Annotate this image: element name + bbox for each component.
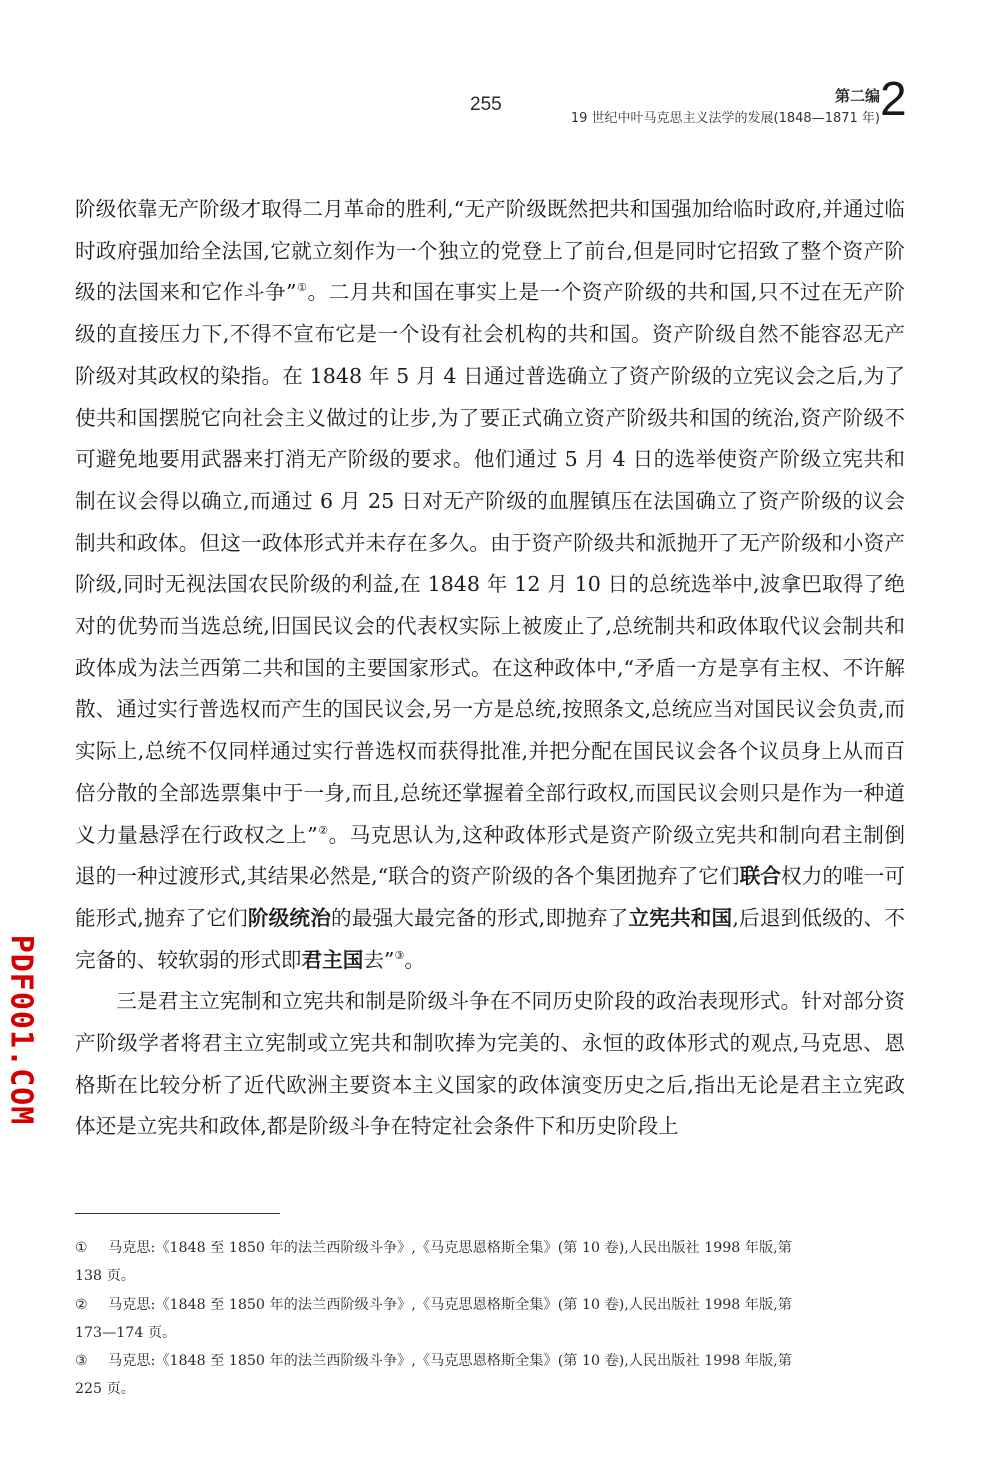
text-run: 。马克思认为,这种政体形式是资产阶级立宪共和制向君主制倒退的一种过渡形式,其结果必然是,“联合的资产阶级的各个集团抛弃了它们 — [75, 822, 905, 889]
text-run: 阶级依靠无产阶级才取得二月革命的胜利,“无产阶级既然把共和国强加给临时政府,并通过临时政府强加给全法国,它就立刻作为一个独立的党登上了前台,但是同时它招致了整个资产阶级的法国来和它作斗争” — [75, 197, 905, 305]
footnote-2 — [75, 1291, 905, 1348]
bold-term: 君主国 — [301, 947, 364, 972]
footnote-text: 马克思:《1848 至 1850 年的法兰西阶级斗争》,《马克思恩格斯全集》(第 10 卷),人民出版社 1998 年版,第 — [108, 1296, 792, 1313]
part-number: 2 — [880, 73, 907, 126]
bold-term: 阶级统治 — [247, 905, 331, 930]
footnote-ref-3[interactable]: ③ — [394, 948, 405, 962]
text-run: 去” — [363, 947, 395, 972]
page-number: 255 — [470, 94, 502, 115]
bold-term: 联合 — [739, 864, 782, 889]
footnote-1 — [75, 1234, 905, 1291]
bold-term: 立宪共和国 — [628, 905, 733, 930]
footnote-ref-1[interactable]: ① — [296, 281, 308, 295]
site-watermark — [3, 925, 39, 1135]
footnote-marker: ③ — [75, 1353, 88, 1370]
watermark-text: PDF001.COM — [3, 934, 39, 1126]
text-run: 权力的唯一可能形式,抛弃了它们 — [75, 864, 906, 930]
text-run: 的最强大最完备的形式,即抛弃了 — [330, 905, 629, 930]
part-subtitle: 19 世纪中叶马克思主义法学的发展(1848—1871 年) — [570, 111, 880, 126]
text-run: 。 — [404, 947, 425, 972]
footnote-text: 225 页。 — [75, 1381, 135, 1398]
footnote-marker: ② — [75, 1296, 88, 1313]
footnote-marker: ① — [75, 1240, 88, 1256]
footnote-text: 138 页。 — [75, 1268, 135, 1285]
footnote-ref-2[interactable]: ② — [317, 823, 329, 837]
part-title: 第二编 — [834, 87, 880, 105]
text-run: 。二月共和国在事实上是一个资产阶级的共和国,只不过在无产阶级的直接压力下,不得不宣布它是一个设有社会机构的共和国。资产阶级自然不能容忍无产阶级对其政权的染指。在 1848 年 5 月 4 日通过普选确立了资产阶级的立宪议会之后,为了使共和国摆脱它向社会主义做过的让步,为了要正式确立资产阶级共和国的统治,资产阶级不可避免地要用武器来打消无产阶级的要求。他们通过 5 月 4 日的选举使资产阶级立宪共和制在议会得以确立,而通过 6 月 25 日对无产阶级的血腥镇压在法国确立了资产阶级的议会制共和政体。但这一政体形式并未存在多久。由于资产阶级共和派抛开了无产阶级和小资产阶级,同时无视法国农民阶级的利益,在 1848 年 12 月 10 日的总统选举中,波拿巴取得了绝对的优势而当选总统,旧国民议会的代表权实际上被废止了,总统制共和政体取代议会制共和政体成为法兰西第二共和国的主要国家形式。在这种政体中,“矛盾一方是享有主权、不许解散、通过实行普选权而产生的国民议会,另一方是总统,按照条文,总统应当对国民议会负责,而实际上,总统不仅同样通过实行普选权而获得批准,并把分配在国民议会各个议员身上从而百倍分散的全部选票集中于一身,而且,总统还掌握着全部行政权,而国民议会则只是作为一种道义力量悬浮在行政权之上” — [75, 280, 905, 847]
footnote-text: 173—174 页。 — [75, 1324, 177, 1341]
footnote-divider — [75, 1213, 280, 1214]
paragraph — [75, 189, 905, 981]
footnote-text: 马克思:《1848 至 1850 年的法兰西阶级斗争》,《马克思恩格斯全集》(第 10 卷),人民出版社 1998 年版,第 — [108, 1240, 792, 1256]
footnotes — [75, 1234, 905, 1404]
text-run: ,后退到低级的、不完备的、较软弱的形式即 — [75, 905, 906, 972]
running-header — [0, 0, 1000, 140]
footnote-3 — [75, 1347, 905, 1404]
footnote-text: 马克思:《1848 至 1850 年的法兰西阶级斗争》,《马克思恩格斯全集》(第 10 卷),人民出版社 1998 年版,第 — [108, 1353, 792, 1370]
paragraph: 三是君主立宪制和立宪共和制是阶级斗争在不同历史阶段的政治表现形式。针对部分资产阶级学者将君主立宪制或立宪共和制吹捧为完美的、永恒的政体形式的观点,马克思、恩格斯在比较分析了近代欧洲主要资本主义国家的政体演变历史之后,指出无论是君主立宪政体还是立宪共和政体,都是阶级斗争在特定社会条件下和历史阶段上 — [75, 989, 905, 1139]
body-text — [75, 189, 905, 1148]
